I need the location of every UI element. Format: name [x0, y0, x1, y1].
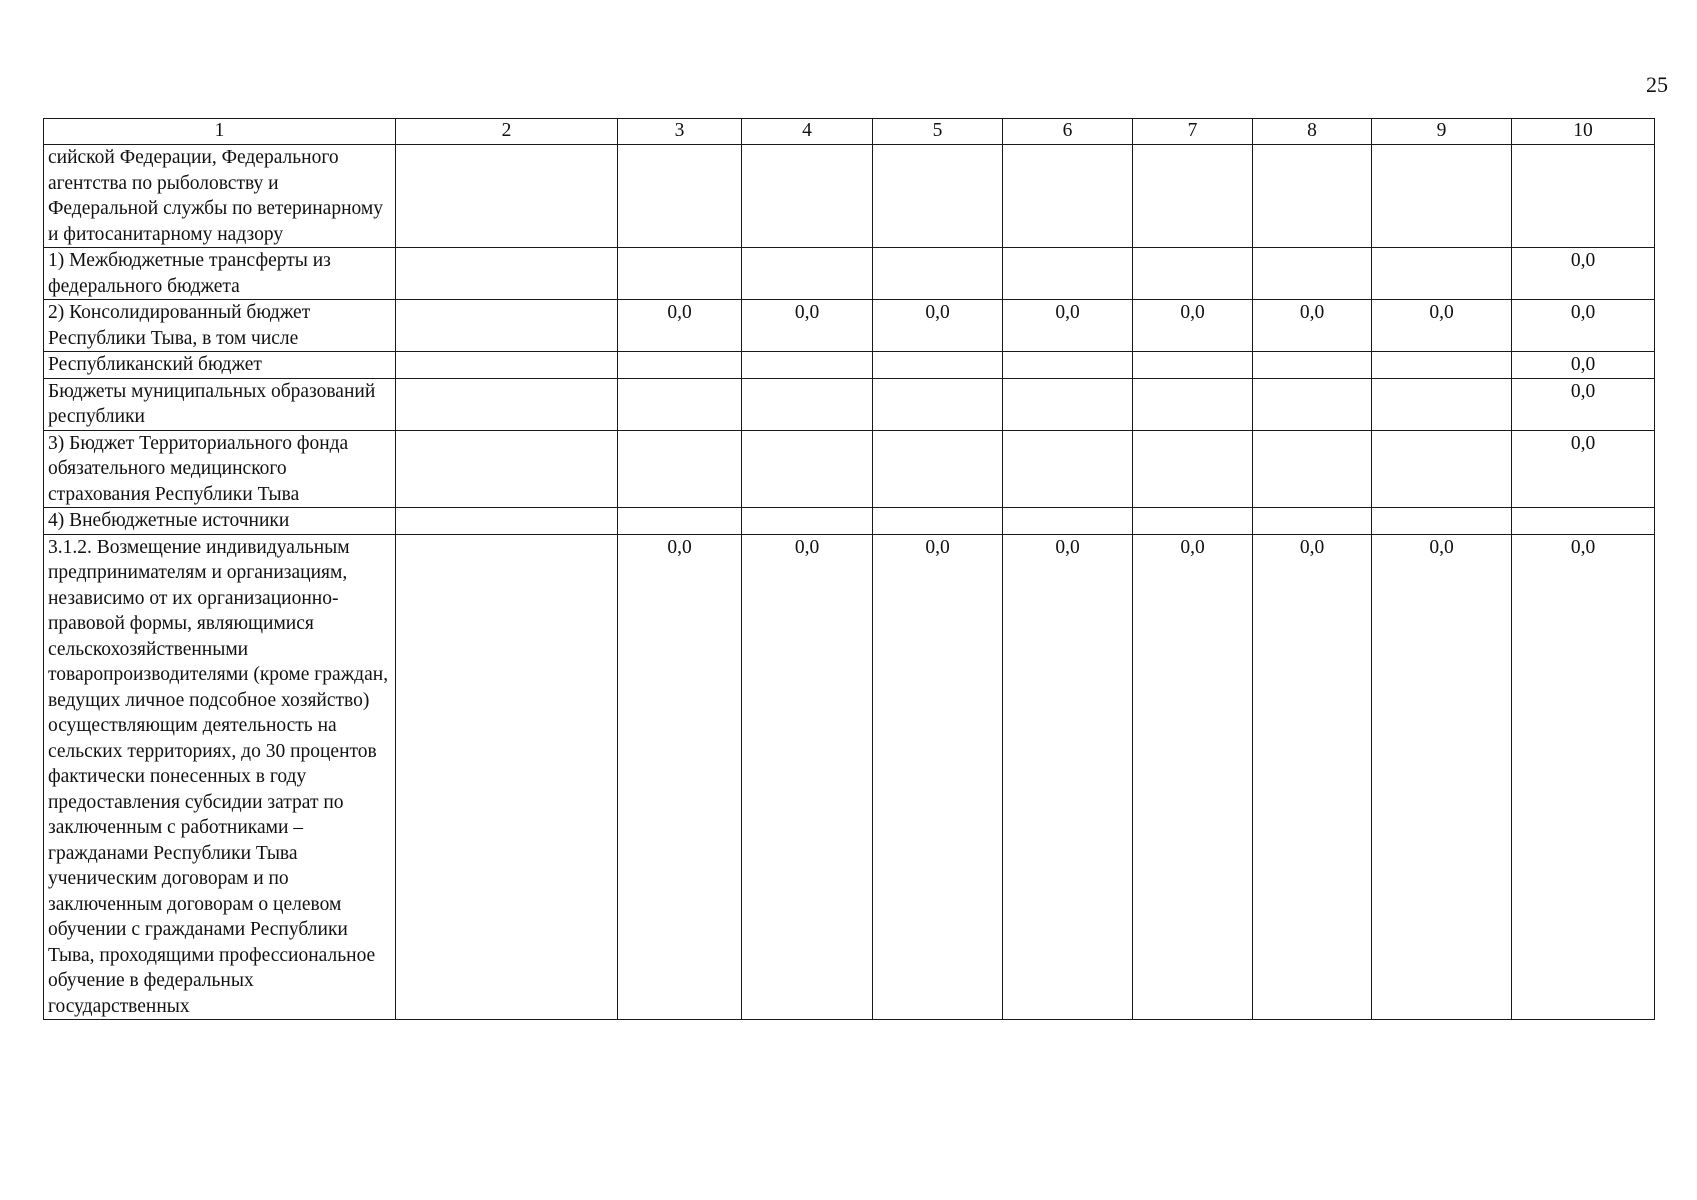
table-row — [44, 508, 1655, 535]
table-cell — [618, 508, 742, 535]
row-label: 3.1.2. Возмещение индивидуальным предпринимателям и организациям, независимо от их организационно-правовой формы, являющимися сельскохозяйственными товаропроизводителями (кроме граждан, ведущих личное подсобное хозяйство) осуществляющим деятельность на сельских территориях, до 30 процентов фактически понесенных в году предоставления субсидии затрат по заключенным с работниками – гражданами Республики Тыва ученическим договорам и по заключенным договорам о целевом обучении с гражданами Республики Тыва, проходящими профессиональное обучение в федеральных государственных — [44, 534, 396, 1020]
table-cell — [1003, 430, 1133, 508]
table-cell: 0,0 — [1512, 300, 1655, 352]
table-cell — [618, 352, 742, 379]
table-cell — [1003, 352, 1133, 379]
column-header: 10 — [1512, 119, 1655, 145]
column-header: 6 — [1003, 119, 1133, 145]
table-cell — [1372, 508, 1512, 535]
table-cell — [1003, 145, 1133, 248]
table-cell — [1133, 145, 1253, 248]
table-cell — [396, 378, 618, 430]
table-cell — [396, 248, 618, 300]
table-cell — [873, 248, 1003, 300]
table-cell — [873, 378, 1003, 430]
table-row — [44, 300, 1655, 352]
table-cell — [618, 248, 742, 300]
table-cell — [873, 352, 1003, 379]
table-cell — [1133, 430, 1253, 508]
table-row — [44, 145, 1655, 248]
table-cell — [1003, 248, 1133, 300]
table-cell — [873, 145, 1003, 248]
table-cell — [618, 145, 742, 248]
table-cell — [1253, 352, 1372, 379]
table-cell — [396, 352, 618, 379]
column-header: 3 — [618, 119, 742, 145]
table-cell — [1372, 352, 1512, 379]
table-cell: 0,0 — [873, 300, 1003, 352]
table-cell — [396, 508, 618, 535]
table-cell — [1253, 508, 1372, 535]
table-cell — [396, 300, 618, 352]
table-cell: 0,0 — [742, 534, 873, 1020]
table-cell — [396, 534, 618, 1020]
header-row — [44, 119, 1655, 145]
row-label: 4) Внебюджетные источники — [44, 508, 396, 535]
table-cell — [873, 430, 1003, 508]
column-header: 7 — [1133, 119, 1253, 145]
table-cell — [742, 352, 873, 379]
column-header: 2 — [396, 119, 618, 145]
table-row — [44, 534, 1655, 1020]
budget-table — [43, 118, 1655, 1020]
row-label: сийской Федерации, Федерального агентства по рыболовству и Федеральной службы по ветеринарному и фитосанитарному надзору — [44, 145, 396, 248]
table-row — [44, 430, 1655, 508]
table-cell: 0,0 — [618, 534, 742, 1020]
table-cell — [1133, 248, 1253, 300]
table-cell — [742, 378, 873, 430]
row-label: 1) Межбюджетные трансферты из федерального бюджета — [44, 248, 396, 300]
table-cell — [742, 145, 873, 248]
table-cell — [1372, 430, 1512, 508]
table-cell: 0,0 — [742, 300, 873, 352]
row-label: Республиканский бюджет — [44, 352, 396, 379]
column-header: 1 — [44, 119, 396, 145]
column-header: 9 — [1372, 119, 1512, 145]
table-cell: 0,0 — [618, 300, 742, 352]
table-cell: 0,0 — [1372, 534, 1512, 1020]
row-label: Бюджеты муниципальных образований республики — [44, 378, 396, 430]
table-cell — [396, 430, 618, 508]
table-body — [44, 145, 1655, 1020]
table-cell: 0,0 — [1133, 534, 1253, 1020]
table-cell: 0,0 — [1512, 248, 1655, 300]
table-cell: 0,0 — [1003, 300, 1133, 352]
table-cell — [1133, 378, 1253, 430]
table-cell: 0,0 — [1512, 352, 1655, 379]
column-header: 5 — [873, 119, 1003, 145]
page-number: 25 — [1646, 72, 1668, 97]
row-label: 2) Консолидированный бюджет Республики Тыва, в том числе — [44, 300, 396, 352]
table-cell — [1512, 145, 1655, 248]
table-cell — [1253, 430, 1372, 508]
table-cell — [1133, 508, 1253, 535]
table-cell — [742, 508, 873, 535]
table-cell — [396, 145, 618, 248]
table-cell — [1253, 145, 1372, 248]
table-cell — [873, 508, 1003, 535]
table-cell — [742, 430, 873, 508]
table-row — [44, 378, 1655, 430]
table-cell — [1253, 378, 1372, 430]
table-cell — [1133, 352, 1253, 379]
table-row — [44, 352, 1655, 379]
table-cell: 0,0 — [1512, 378, 1655, 430]
table-cell: 0,0 — [1253, 534, 1372, 1020]
table-cell: 0,0 — [1512, 430, 1655, 508]
table-cell: 0,0 — [1372, 300, 1512, 352]
table-cell — [1003, 378, 1133, 430]
table-cell — [1372, 145, 1512, 248]
table-cell — [618, 430, 742, 508]
table-cell — [742, 248, 873, 300]
table-cell — [1512, 508, 1655, 535]
table-cell: 0,0 — [1512, 534, 1655, 1020]
table-cell — [1372, 248, 1512, 300]
table-cell: 0,0 — [1253, 300, 1372, 352]
table-cell — [1003, 508, 1133, 535]
column-header: 4 — [742, 119, 873, 145]
table-cell — [618, 378, 742, 430]
table-cell: 0,0 — [1133, 300, 1253, 352]
table-cell — [1372, 378, 1512, 430]
table-cell — [1253, 248, 1372, 300]
row-label: 3) Бюджет Территориального фонда обязательного медицинского страхования Республики Тыва — [44, 430, 396, 508]
table-cell: 0,0 — [873, 534, 1003, 1020]
table-cell: 0,0 — [1003, 534, 1133, 1020]
table-row — [44, 248, 1655, 300]
column-header: 8 — [1253, 119, 1372, 145]
